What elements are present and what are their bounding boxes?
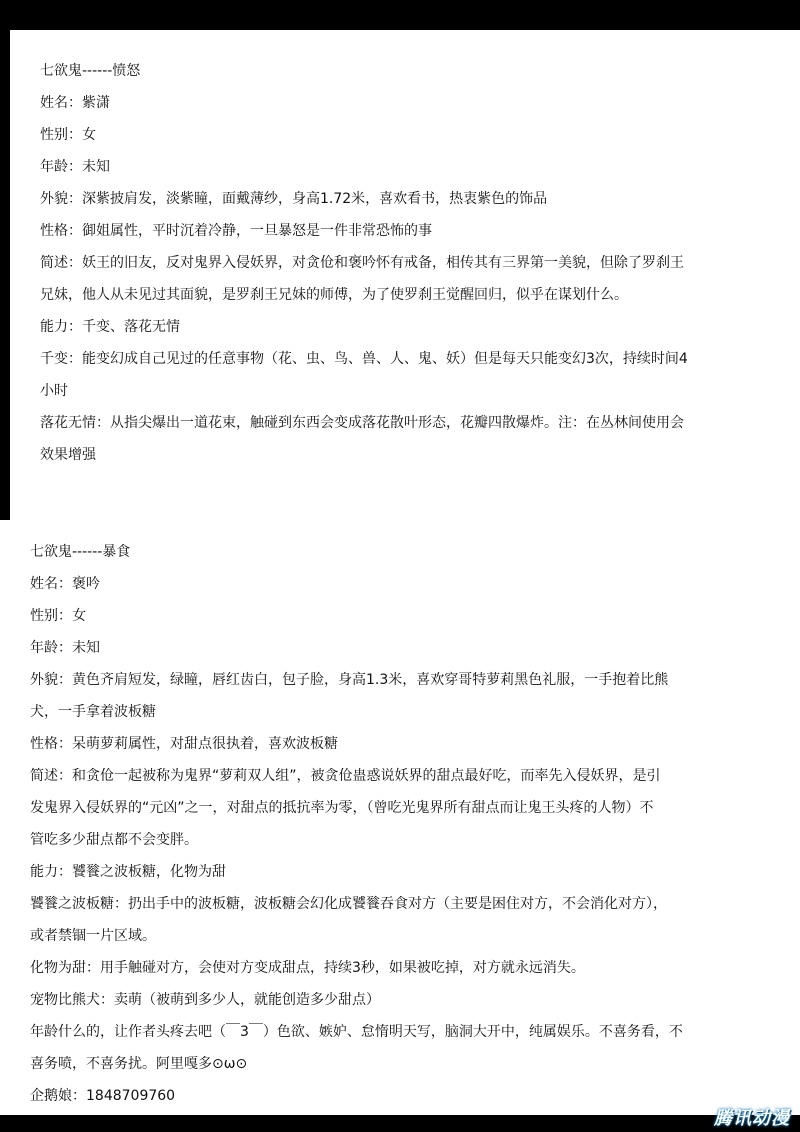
text-line: 年龄：未知 (40, 159, 110, 175)
text-line: 喜务喷，不喜务扰。阿里嘎多⊙ω⊙ (30, 1056, 248, 1072)
text-line: 性格：呆萌萝莉属性，对甜点很执着，喜欢波板糖 (30, 736, 338, 752)
text-line: 性格：御姐属性，平时沉着冷静，一旦暴怒是一件非常恐怖的事 (40, 223, 432, 239)
text-line: 饕餮之波板糖：扔出手中的波板糖，波板糖会幻化成饕餮吞食对方（主要是困住对方，不会消化对方）， (30, 896, 667, 912)
text-line: 落花无情：从指尖爆出一道花束，触碰到东西会变成落花散叶形态，花瓣四散爆炸。注：在丛林间使用会 (40, 415, 684, 431)
text-line: 企鹅娘：1848709760 (30, 1088, 176, 1104)
text-line: 小时 (40, 383, 68, 399)
text-line: 犬，一手拿着波板糖 (30, 704, 156, 720)
text-line: 兄妹，他人从未见过其面貌，是罗刹王兄妹的师傅，为了使罗刹王觉醒回归，似乎在谋划什么。 (40, 287, 628, 303)
character-card-wrath (10, 30, 800, 520)
text-line: 管吃多少甜点都不会变胖。 (30, 832, 198, 848)
text-line: 宠物比熊犬：卖萌（被萌到多少人，就能创造多少甜点） (30, 992, 380, 1008)
text-line: 千变：能变幻成自己见过的任意事物（花、虫、鸟、兽、人、鬼、妖）但是每天只能变幻3次，持续时间4 (40, 351, 688, 367)
text-line: 发鬼界入侵妖界的“元凶”之一，对甜点的抵抗率为零，（曾吃光鬼界所有甜点而让鬼王头疼的人物）不 (30, 800, 654, 816)
text-line: 年龄什么的，让作者头疼去吧（￣3￣）色欲、嫉妒、怠惰明天写，脑洞大开中，纯属娱乐。不喜务看，不 (30, 1024, 683, 1040)
text-line: 性别：女 (30, 608, 86, 624)
text-line: 七欲鬼------暴食 (30, 544, 131, 560)
site-watermark: 腾讯动漫 (714, 1108, 790, 1129)
text-line: 化物为甜：用手触碰对方，会使对方变成甜点，持续3秒，如果被吃掉，对方就永远消失。 (30, 960, 585, 976)
text-line: 外貌：黄色齐肩短发，绿瞳，唇红齿白，包子脸，身高1.3米，喜欢穿哥特萝莉黑色礼服，一手抱着比熊 (30, 672, 669, 688)
text-line: 七欲鬼------愤怒 (40, 63, 141, 79)
text-line: 性别：女 (40, 127, 96, 143)
text-line: 简述：和贪伧一起被称为鬼界“萝莉双人组”，被贪伧蛊惑说妖界的甜点最好吃，而率先入侵妖界，是引 (30, 768, 661, 784)
character-card-gluttony (0, 520, 800, 1115)
text-line: 姓名：紫潇 (40, 95, 110, 111)
text-line: 能力：千变、落花无情 (40, 319, 180, 335)
text-line: 效果增强 (40, 447, 96, 463)
text-line: 能力：饕餮之波板糖，化物为甜 (30, 864, 226, 880)
text-line: 简述：妖王的旧友，反对鬼界入侵妖界，对贪伧和褒吟怀有戒备，相传其有三界第一美貌，但除了罗刹王 (40, 255, 684, 271)
text-line: 姓名：褒吟 (30, 576, 100, 592)
text-line: 年龄：未知 (30, 640, 100, 656)
text-line: 或者禁锢一片区域。 (30, 928, 156, 944)
text-line: 外貌：深紫披肩发，淡紫瞳，面戴薄纱，身高1.72米，喜欢看书，热衷紫色的饰品 (40, 191, 548, 207)
